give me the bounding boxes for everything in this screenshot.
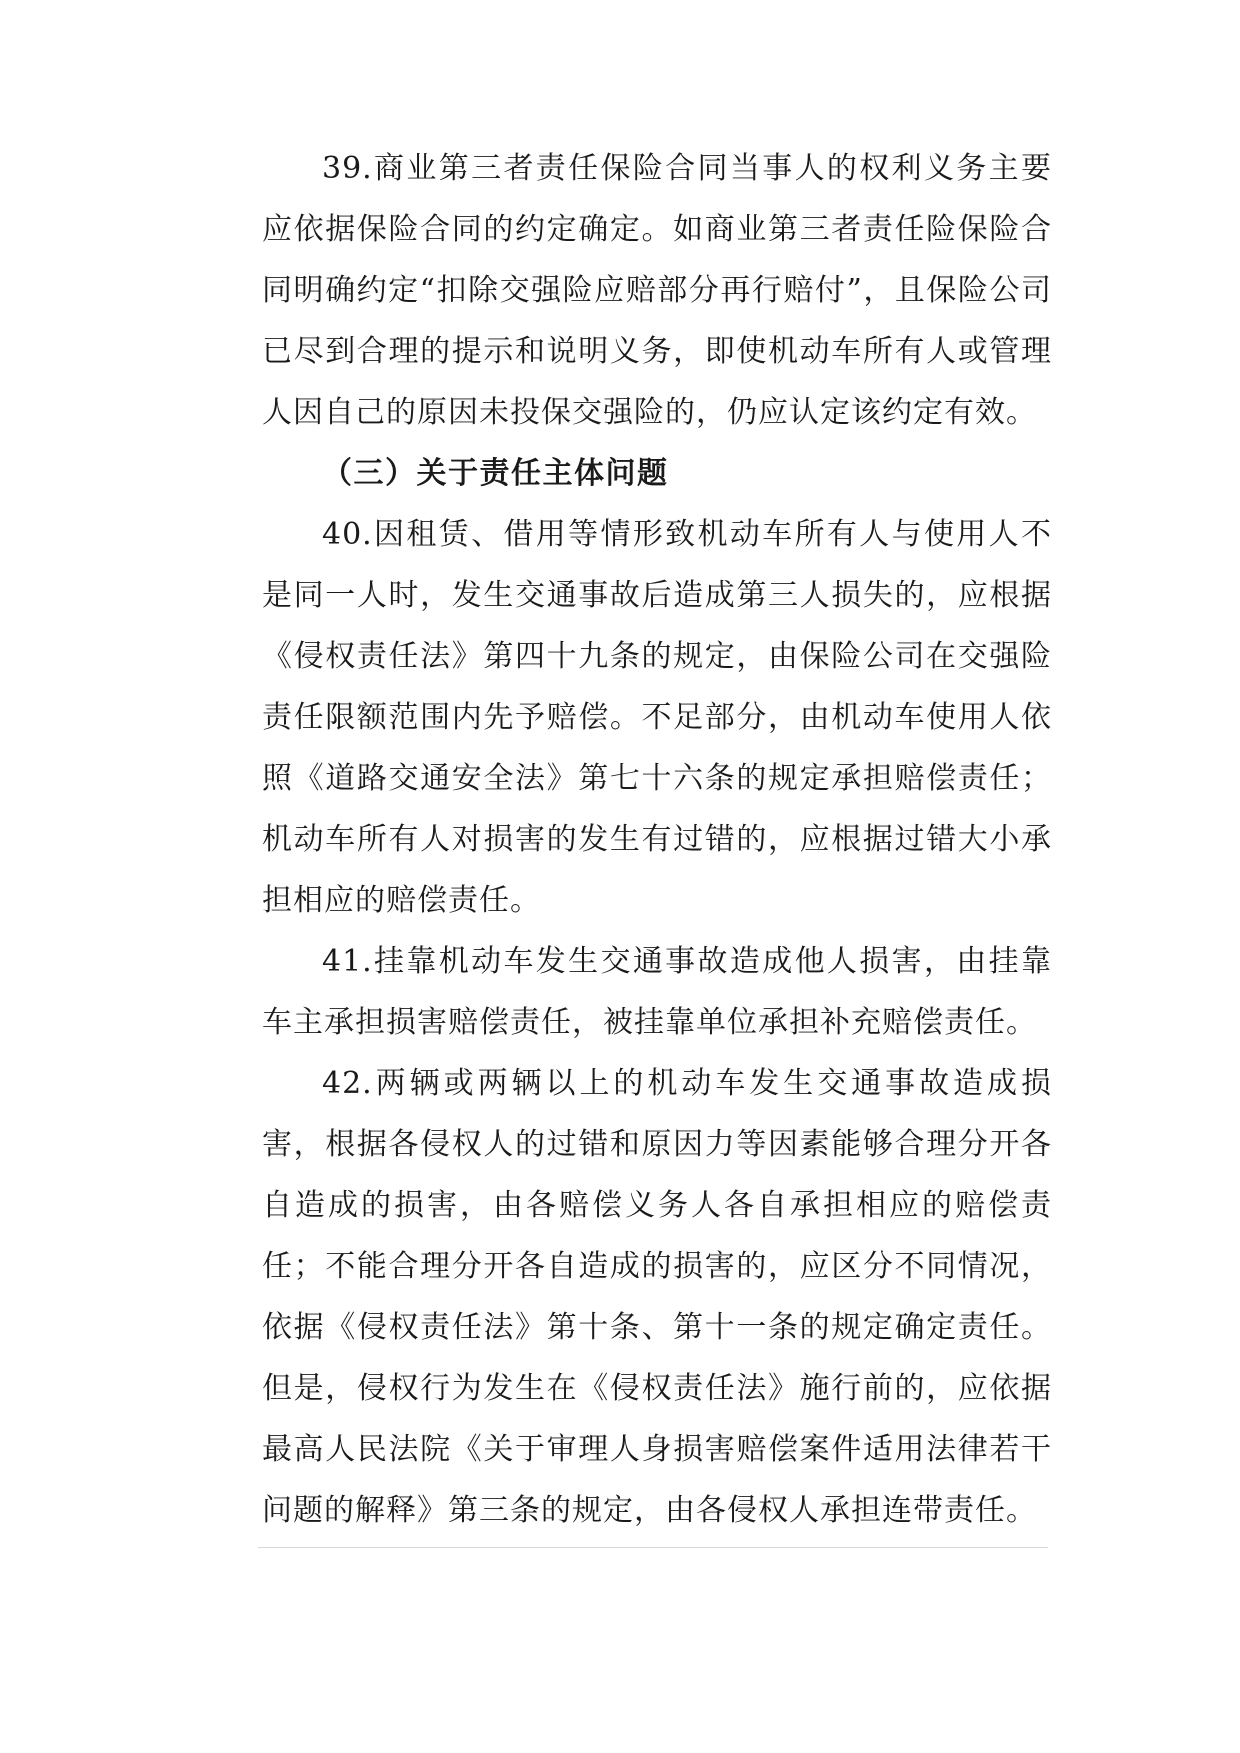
section-heading-responsible-parties: （三）关于责任主体问题 bbox=[322, 456, 669, 491]
paragraph-41: 41.挂靠机动车发生交通事故造成他人损害，由挂靠车主承担损害赔偿责任，被挂靠单位承担补充赔偿责任。 bbox=[262, 944, 1052, 1040]
document-body bbox=[262, 138, 1052, 1541]
paragraph-39: 39.商业第三者责任保险合同当事人的权利义务主要应依据保险合同的约定确定。如商业第三者责任险保险合同明确约定“扣除交强险应赔部分再行赔付”，且保险公司已尽到合理的提示和说明义务，即使机动车所有人或管理人因自己的原因未投保交强险的，仍应认定该约定有效。 bbox=[262, 151, 1052, 430]
page-divider bbox=[258, 1547, 1048, 1548]
paragraph-40: 40.因租赁、借用等情形致机动车所有人与使用人不是同一人时，发生交通事故后造成第三人损失的，应根据《侵权责任法》第四十九条的规定，由保险公司在交强险责任限额范围内先予赔偿。不足部分，由机动车使用人依照《道路交通安全法》第七十六条的规定承担赔偿责任；机动车所有人对损害的发生有过错的，应根据过错大小承担相应的赔偿责任。 bbox=[262, 517, 1052, 918]
paragraph-42: 42.两辆或两辆以上的机动车发生交通事故造成损害，根据各侵权人的过错和原因力等因素能够合理分开各自造成的损害，由各赔偿义务人各自承担相应的赔偿责任；不能合理分开各自造成的损害的，应区分不同情况，依据《侵权责任法》第十条、第十一条的规定确定责任。但是，侵权行为发生在《侵权责任法》施行前的，应依据最高人民法院《关于审理人身损害赔偿案件适用法律若干问题的解释》第三条的规定，由各侵权人承担连带责任。 bbox=[262, 1066, 1052, 1528]
